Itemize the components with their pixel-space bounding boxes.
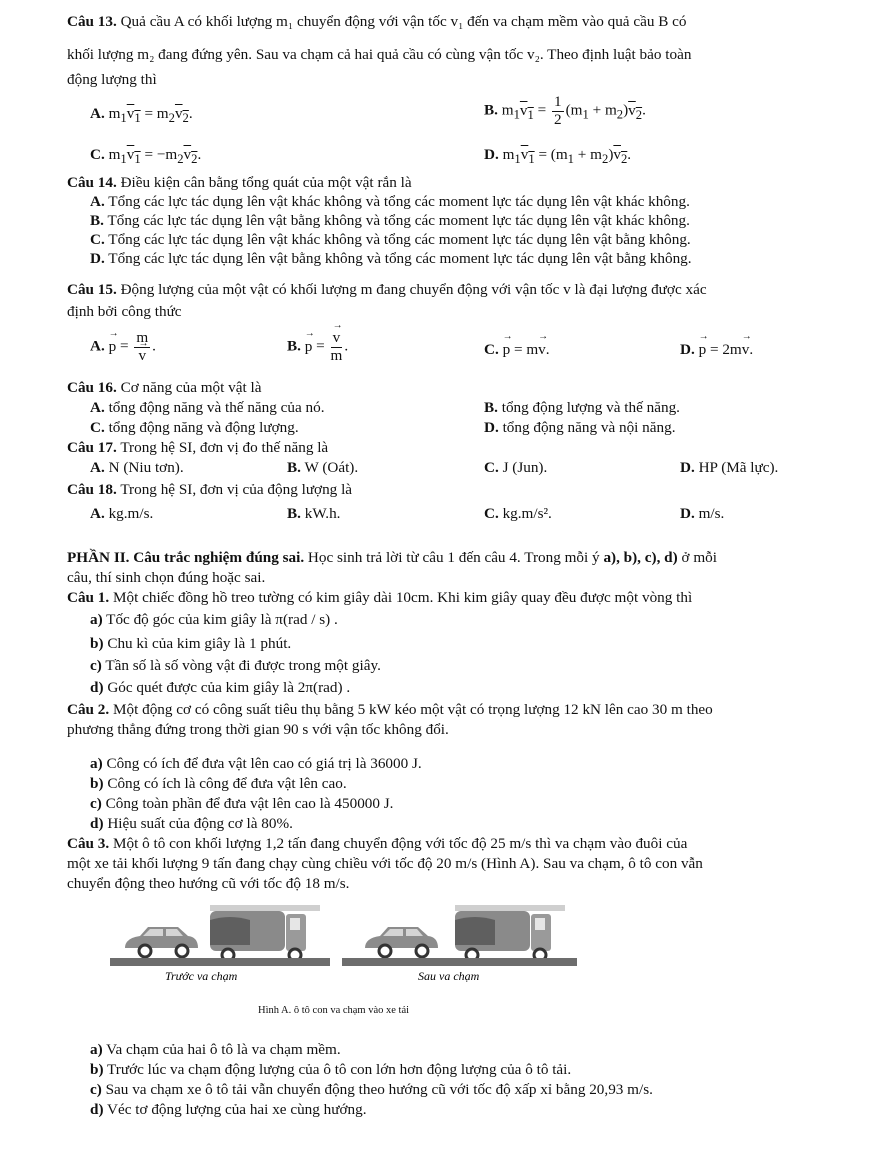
p3-item-d: d) Véc tơ động lượng của hai xe cùng hướng. xyxy=(90,1101,367,1118)
q17-stem: Câu 17. Trong hệ SI, đơn vị đo thế năng là xyxy=(67,439,329,456)
q13-line1 xyxy=(67,12,686,32)
p3-item-c: c) Sau va chạm xe ô tô tải vẫn chuyển động theo hướng cũ với tốc độ xấp xỉ bằng 20,93 m/s. xyxy=(90,1081,653,1098)
before-scene xyxy=(110,905,330,966)
q18-option-d: D. m/s. xyxy=(680,505,725,522)
p3-line1: Câu 3. Một ô tô con khối lượng 1,2 tấn đang chuyển động với tốc độ 25 m/s thì va chạm vào đuôi của xyxy=(67,835,688,852)
q16-option-c: C. tổng động năng và động lượng. xyxy=(90,419,299,436)
q15-line2: định bởi công thức xyxy=(67,303,182,320)
q17-option-a: A. N (Niu tơn). xyxy=(90,459,184,476)
q14-stem: Câu 14. Điều kiện cân bằng tổng quát của một vật rắn là xyxy=(67,174,412,191)
collision-illustration xyxy=(110,900,590,1010)
q13-line3: động lượng thì xyxy=(67,71,157,88)
p2-item-b: b) Công có ích là công để đưa vật lên cao. xyxy=(90,775,347,792)
after-scene xyxy=(342,905,577,966)
q14-option-b: B. Tổng các lực tác dụng lên vật bằng không và tổng các moment lực tác dụng lên vật khác không. xyxy=(90,212,690,229)
q15-option-d: D. → p = 2m→ v. xyxy=(680,340,753,360)
q14-option-d: D. Tổng các lực tác dụng lên vật bằng không và tổng các moment lực tác dụng lên vật bằng không. xyxy=(90,250,692,267)
q13-option-c: C. $m_1v_1 = -m_2v_2$. xyxy=(90,146,202,167)
p3-line3: chuyển động theo hướng cũ với tốc độ 18 m/s. xyxy=(67,875,350,892)
p1-stem: Câu 1. Một chiếc đồng hồ treo tường có kim giây dài 10cm. Khi kim giây quay đều được một vòng thì xyxy=(67,589,693,606)
q17-option-c: C. J (Jun). xyxy=(484,459,548,476)
p3-line2: một xe tải khối lượng 9 tấn đang chạy cùng chiều với tốc độ 20 m/s (Hình A). Sau va chạm, ô tô con vẫn xyxy=(67,855,703,872)
p2-item-d: d) Hiệu suất của động cơ là 80%. xyxy=(90,815,293,832)
p3-item-a: a) Va chạm của hai ô tô là va chạm mềm. xyxy=(90,1041,341,1058)
p1-item-c: c) Tần số là số vòng vật đi được trong một giây. xyxy=(90,657,381,674)
p2-item-c: c) Công toàn phần để đưa vật lên cao là 450000 J. xyxy=(90,795,394,812)
q16-option-b: B. tổng động lượng và thế năng. xyxy=(484,399,680,416)
p2-line2: phương thẳng đứng trong thời gian 90 s với vận tốc không đổi. xyxy=(67,721,449,738)
q18-option-a: A. kg.m/s. xyxy=(90,505,154,522)
p3-item-b: b) Trước lúc va chạm động lượng của ô tô con lớn hơn động lượng của ô tô tải. xyxy=(90,1061,572,1078)
part2-line2: câu, thí sinh chọn đúng hoặc sai. xyxy=(67,569,266,586)
q18-option-c: C. kg.m/s². xyxy=(484,505,552,522)
q18-option-b: B. kW.h. xyxy=(287,505,341,522)
q16-stem: Câu 16. Cơ năng của một vật là xyxy=(67,379,262,396)
p1-item-b: b) Chu kì của kim giây là 1 phút. xyxy=(90,635,292,652)
q13-option-b: B. $m_1v_1$ = $\frac{1}{2}$ $(m_1 + m_2)v_2$. xyxy=(484,93,646,128)
q13-line2: khối lượng m₂ đang đứng yên. Sau va chạm cả hai quả cầu có cùng vận tốc v₂. Theo định luật bảo toàn xyxy=(67,46,692,63)
q17-option-d: D. HP (Mã lực). xyxy=(680,459,779,476)
q14-option-a: A. Tổng các lực tác dụng lên vật khác không và tổng các moment lực tác dụng lên vật khác không. xyxy=(90,193,690,210)
q16-option-d: D. tổng động năng và nội năng. xyxy=(484,419,676,436)
fig-after-label: Sau va chạm xyxy=(418,969,480,983)
q13-head: Câu 13. xyxy=(67,13,117,30)
figure-caption: Hình A. ô tô con va chạm vào xe tải xyxy=(258,1005,410,1016)
collision-figure xyxy=(110,900,590,1010)
q15-option-a: A. → p = m → v . xyxy=(90,330,156,364)
q16-option-a: A. tổng động năng và thế năng của nó. xyxy=(90,399,325,416)
p1-item-a: a) Tốc độ góc của kim giây là π(rad / s) . xyxy=(90,611,338,628)
fig-before-label: Trước va chạm xyxy=(165,969,238,983)
part2-heading: PHẦN II. Câu trắc nghiệm đúng sai. Học sinh trả lời từ câu 1 đến câu 4. Trong mỗi ý a), b), c), d) ở mỗi xyxy=(67,549,717,566)
q15-line1: Câu 15. Động lượng của một vật có khối lượng m đang chuyển động với vận tốc v là đại lượng được xác xyxy=(67,281,707,298)
q13-option-a: A. $m_1v_1 = m_2v_2$. xyxy=(90,105,193,126)
p2-line1: Câu 2. Một động cơ có công suất tiêu thụ bằng 5 kW kéo một vật có trọng lượng 12 kN lên cao 30 m theo xyxy=(67,701,713,718)
q15-option-b: B. → p = → $\frac{v}{m}$ . xyxy=(287,330,348,364)
q13-option-d: D. $m_1v_1 = (m_1 + m_2)v_2$. xyxy=(484,146,632,167)
q18-stem: Câu 18. Trong hệ SI, đơn vị của động lượng là xyxy=(67,481,353,498)
p1-item-d: d) Góc quét được của kim giây là 2π(rad) . xyxy=(90,679,351,696)
q14-option-c: C. Tổng các lực tác dụng lên vật khác không và tổng các moment lực tác dụng lên vật bằng không. xyxy=(90,231,691,248)
p2-item-a: a) Công có ích để đưa vật lên cao có giá trị là 36000 J. xyxy=(90,755,422,772)
q15-option-c: C. → p = m→ v. xyxy=(484,340,550,360)
q13-text1: Quả cầu A có khối lượng m₁ chuyển động với vận tốc v₁ đến va chạm mềm vào quả cầu B có xyxy=(116,13,687,30)
q17-option-b: B. W (Oát). xyxy=(287,459,359,476)
